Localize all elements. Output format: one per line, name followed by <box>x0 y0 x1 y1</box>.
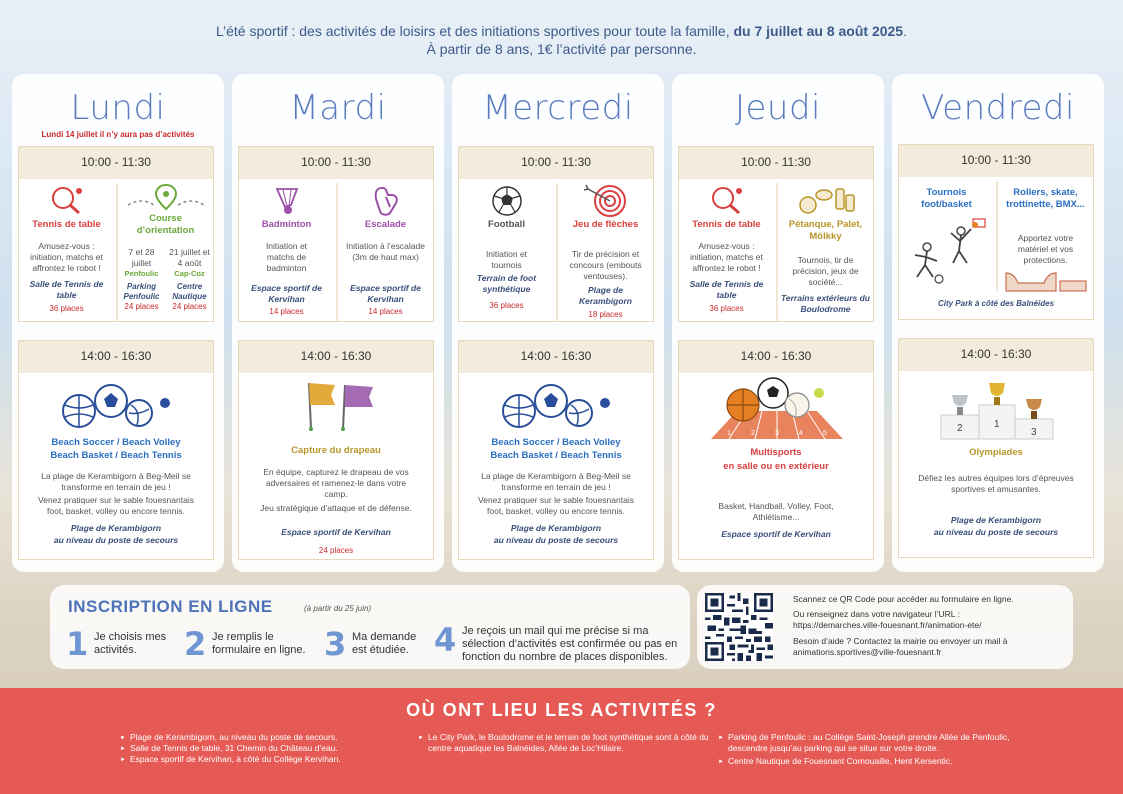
locations-col-1 <box>120 732 410 765</box>
location-item: ► Centre Nautique de Fouesnant Cornouaille, Hent Kersentic. <box>718 756 1018 767</box>
location-item: ► Salle de Tennis de table, 31 Chemin du Château d’eau. <box>120 743 410 754</box>
slot-time: 10:00 - 11:30 <box>19 147 213 179</box>
ping-pong-icon <box>49 185 85 215</box>
activity-location: Espace sportif de Kervihan <box>251 283 322 304</box>
step-1 <box>66 627 176 663</box>
activity-location-2: au niveau du poste de secours <box>53 535 179 545</box>
afternoon-slot <box>238 340 434 560</box>
activity-tennis-de-table <box>19 183 114 321</box>
step-number: 3 <box>324 625 347 663</box>
afternoon-slot <box>458 340 654 560</box>
morning-slot <box>898 144 1094 320</box>
locations-col-2 <box>418 732 718 754</box>
activity-desc-2: Venez pratiquer sur le sable fouesnantais foot, basket, volley ou encore tennis. <box>478 495 634 516</box>
podium-icon <box>937 377 1057 441</box>
locations-title: OÙ ONT LIEU LES ACTIVITÉS ? <box>406 700 717 720</box>
multisport-track-icon <box>707 375 847 441</box>
slot-time: 10:00 - 11:30 <box>459 147 653 179</box>
activity-location: Plage de Kerambigorn <box>950 515 1042 525</box>
step-number: 4 <box>434 621 457 659</box>
activity-name: Escalade <box>364 219 407 230</box>
activity-desc: Amusez-vous : initiation, matchs et affrontez le robot ! <box>30 241 103 273</box>
carabiner-icon <box>372 185 400 217</box>
intro-dates: du 7 juillet au 8 août 2025 <box>733 23 904 39</box>
activity-name-2: Beach Basket / Beach Tennis <box>50 450 182 461</box>
activity-desc: Initiation à l’escalade (3m de haut max) <box>346 241 425 262</box>
activity-location: Plage de Kerambigorn <box>579 285 632 306</box>
activity-name-2: Beach Basket / Beach Tennis <box>490 450 622 461</box>
day-title: Jeudi <box>734 88 822 128</box>
activity-places: 36 places <box>49 304 84 313</box>
activity-jeu-de-fleches <box>558 183 653 321</box>
day-card-mercredi <box>452 74 664 572</box>
activity-location: Terrain de foot synthétique <box>476 273 537 294</box>
session-cap-coz <box>166 247 213 311</box>
flags-icon <box>295 379 379 431</box>
slot-time: 14:00 - 16:30 <box>899 339 1093 371</box>
afternoon-slot <box>678 340 874 560</box>
activity-name: Badminton <box>261 219 312 230</box>
step-number: 1 <box>66 625 89 663</box>
slot-time: 14:00 - 16:30 <box>19 341 213 373</box>
session-location: Parking Penfoulic <box>123 282 160 301</box>
activity-desc: Amusez-vous : initiation, matchs et affrontez le robot ! <box>690 241 763 273</box>
form-url-link[interactable]: https://demarches.ville-fouesnant.fr/animation-ete/ <box>793 620 982 630</box>
activity-name: Multisports <box>750 447 802 458</box>
qr-text <box>793 594 1068 658</box>
session-place: Cap-Coz <box>174 269 205 278</box>
inscription-title: INSCRIPTION EN LIGNE <box>68 597 273 616</box>
ping-pong-icon <box>709 185 745 215</box>
help-text: Besoin d’aide ? Contactez la mairie ou envoyer un mail à <box>793 636 1008 646</box>
step-text: Je choisis mes activités. <box>94 631 167 656</box>
activity-location: City Park à côté des Balnéides <box>937 299 1055 308</box>
activity-desc: En équipe, capturez le drapeau de vos adversaires et ramenez-le dans votre camp. <box>263 467 409 499</box>
players-icon <box>905 217 989 287</box>
day-title: Mercredi <box>482 88 634 128</box>
activity-desc: Défiez les autres équipes lors d’épreuves sportives et amusantes. <box>918 473 1074 494</box>
intro <box>0 22 1123 58</box>
activity-location: Espace sportif de Kervihan <box>721 529 831 539</box>
beach-balls-icon <box>501 381 613 429</box>
activity-name: Pétanque, Palet, Mölkky <box>788 219 863 242</box>
slot-time: 10:00 - 11:30 <box>239 147 433 179</box>
podium-third: 3 <box>1031 427 1037 438</box>
activity-location: Terrains extérieurs du Boulodrome <box>781 293 870 314</box>
activity-name: Tournois foot/basket <box>921 187 972 210</box>
step-2 <box>184 627 316 663</box>
slot-time: 14:00 - 16:30 <box>239 341 433 373</box>
day-note: Lundi 14 juillet il n’y aura pas d’activités <box>41 130 195 139</box>
activity-name: Rollers, skate, trottinette, BMX... <box>1006 187 1085 210</box>
activity-desc: Initiation et matchs de badminton <box>265 241 308 273</box>
activity-tennis-de-table <box>679 183 774 321</box>
slot-time: 14:00 - 16:30 <box>459 341 653 373</box>
session-places: 24 places <box>172 302 207 311</box>
activity-desc: La plage de Kerambigorn à Beg-Meil se transforme en terrain de jeu ! <box>481 471 631 492</box>
day-card-jeudi <box>672 74 884 572</box>
day-title: Mardi <box>289 88 387 128</box>
locations-footer <box>0 688 1123 794</box>
day-title: Vendredi <box>921 88 1075 128</box>
activity-location: Plage de Kerambigorn <box>70 523 162 533</box>
activity-desc: Tir de précision et concours (embouts ventouses). <box>569 249 642 281</box>
activity-rollers-skate <box>998 181 1093 291</box>
shuttlecock-icon <box>271 185 303 215</box>
step-text: Je remplis le formulaire en ligne. <box>212 631 306 656</box>
petanque-icon <box>796 185 856 215</box>
activity-location: Salle de Tennis de table <box>29 279 104 300</box>
activity-course-orientation <box>118 183 213 321</box>
session-dates: 21 juillet et 4 août <box>169 247 210 268</box>
football-icon <box>491 185 523 217</box>
activity-desc-2: Jeu stratégique d’attaque et de défense. <box>260 503 412 513</box>
activity-name: Tennis de table <box>692 219 761 230</box>
day-card-mardi <box>232 74 444 572</box>
activity-name: Beach Soccer / Beach Volley <box>51 437 181 448</box>
track-lane-5: 5 <box>823 430 827 437</box>
locations-col-3 <box>718 732 1018 767</box>
day-card-lundi <box>12 74 224 572</box>
track-lane-2: 2 <box>751 430 755 437</box>
activity-places: 24 places <box>318 546 354 555</box>
activity-name: Jeu de flèches <box>572 219 639 230</box>
session-dates: 7 et 28 juillet <box>128 247 155 268</box>
slot-time: 10:00 - 11:30 <box>899 145 1093 177</box>
activity-location-2: au niveau du poste de secours <box>493 535 619 545</box>
activity-location: Salle de Tennis de table <box>689 279 764 300</box>
morning-slot <box>678 146 874 322</box>
afternoon-slot <box>18 340 214 560</box>
inscription-panel <box>50 585 690 669</box>
podium-second: 2 <box>957 423 963 434</box>
activity-name-2: en salle ou en extérieur <box>723 461 829 472</box>
day-title: Lundi <box>70 88 166 128</box>
activity-location: Plage de Kerambigorn <box>510 523 602 533</box>
activity-desc: Basket, Handball, Volley, Foot, Athlétisme... <box>718 501 834 522</box>
activity-name: Olympiades <box>969 447 1023 458</box>
intro-dot: . <box>903 23 907 39</box>
qr-panel <box>697 585 1073 669</box>
location-item: ► Parking de Penfoulic : au Collège Saint-Joseph prendre Allée de Penfoulic, descendre jusqu’au parking qui se situe sur votre droite. <box>718 732 1018 754</box>
morning-slot <box>458 146 654 322</box>
activity-desc: Apportez votre matériel et vos protections. <box>1017 233 1074 265</box>
qr-code[interactable] <box>705 593 773 661</box>
morning-slot <box>18 146 214 322</box>
morning-slot <box>238 146 434 322</box>
activity-location: Espace sportif de Kervihan <box>281 527 391 537</box>
step-text: Ma demande est étudiée. <box>352 631 417 656</box>
activity-badminton <box>239 183 334 321</box>
contact-email-link[interactable]: animations.sportives@ville-fouesnant.fr <box>793 647 942 657</box>
step-text: Je reçois un mail qui me précise si ma sélection d’activités est confirmée ou pas en fonction du nombre de places disponibles. <box>462 625 678 663</box>
intro-price: À partir de 8 ans, 1€ l’activité par personne. <box>426 41 697 57</box>
activity-desc-2: Venez pratiquer sur le sable fouesnantais foot, basket, volley ou encore tennis. <box>38 495 194 516</box>
activity-places: 36 places <box>709 304 744 313</box>
location-item: ► Plage de Kerambigorn, au niveau du poste de secours. <box>120 732 410 743</box>
activity-places: 14 places <box>368 307 403 316</box>
step-3 <box>324 627 428 663</box>
afternoon-slot <box>898 338 1094 558</box>
activity-desc: Initiation et tournois <box>485 249 528 270</box>
podium-first: 1 <box>994 419 1000 430</box>
intro-text: L’été sportif : des activités de loisirs et des initiations sportives pour toute la famille, <box>216 23 734 39</box>
map-pin-icon <box>126 183 206 213</box>
session-places: 24 places <box>124 302 159 311</box>
location-item: ► Le City Park, le Boulodrome et le terrain de foot synthétique sont à côté du centre aquatique les Balnéides, Allée de Loc’Hilaire. <box>418 732 718 754</box>
location-item: ► Espace sportif de Kervihan, à côté du Collège Kervihan. <box>120 754 410 765</box>
activity-places: 18 places <box>588 310 623 319</box>
activity-desc: La plage de Kerambigorn à Beg-Meil se transforme en terrain de jeu ! <box>41 471 191 492</box>
session-place: Penfoulic <box>124 269 159 278</box>
inscription-subtitle: (à partir du 25 juin) <box>304 604 372 613</box>
activity-places: 14 places <box>269 307 304 316</box>
slot-time: 14:00 - 16:30 <box>679 341 873 373</box>
step-4 <box>434 621 686 663</box>
activity-places: 36 places <box>489 301 524 310</box>
activity-escalade <box>338 183 433 321</box>
activity-football <box>459 183 554 321</box>
target-icon <box>584 183 628 219</box>
activity-tournois-foot-basket <box>899 181 994 291</box>
beach-balls-icon <box>61 381 173 429</box>
activity-name: Course d’orientation <box>136 213 195 236</box>
activity-location: Espace sportif de Kervihan <box>350 283 421 304</box>
day-card-vendredi <box>892 74 1104 572</box>
track-lane-3: 3 <box>775 430 779 437</box>
activity-name: Beach Soccer / Beach Volley <box>491 437 621 448</box>
activity-name: Tennis de table <box>32 219 101 230</box>
track-lane-4: 4 <box>799 430 803 437</box>
session-location: Centre Nautique <box>172 282 207 301</box>
activity-name: Football <box>488 219 525 230</box>
activity-location-2: au niveau du poste de secours <box>933 527 1059 537</box>
session-penfoulic <box>118 247 165 311</box>
step-number: 2 <box>184 625 207 663</box>
skatepark-icon <box>1004 267 1088 293</box>
activity-petanque <box>778 183 873 321</box>
qr-instruction: Scannez ce QR Code pour accéder au formulaire en ligne. <box>793 594 1014 604</box>
track-lane-1: 1 <box>727 430 731 437</box>
activity-name: Capture du drapeau <box>291 445 381 456</box>
url-instruction: Ou renseignez dans votre navigateur l’URL : <box>793 609 960 619</box>
activity-desc: Tournois, tir de précision, jeux de société... <box>792 255 859 287</box>
slot-time: 10:00 - 11:30 <box>679 147 873 179</box>
